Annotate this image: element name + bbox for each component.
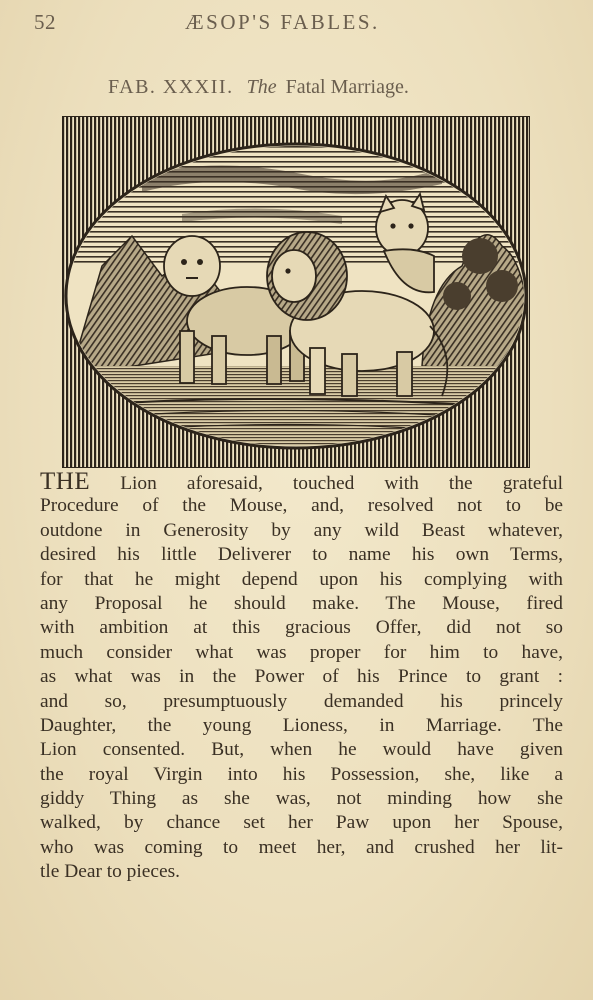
fable-title-article: The — [246, 76, 277, 98]
fable-number: FAB. XXXII. — [108, 76, 234, 98]
fable-heading — [108, 76, 409, 99]
body-line-3: outdone in Generosity by any wild Beast whatever, — [40, 519, 563, 541]
body-line-16: who was coming to meet her, and crushed her lit- — [40, 836, 563, 858]
running-title: ÆSOP'S FABLES. — [185, 10, 380, 34]
body-line-15: walked, by chance set her Paw upon her Spouse, — [40, 812, 563, 834]
fable-title: Fatal Marriage. — [285, 76, 409, 98]
body-line-8: much consider what was proper for him to have, — [40, 641, 563, 663]
woodcut-engraving — [62, 116, 530, 468]
body-line-1 — [40, 470, 563, 494]
body-line-11: Daughter, the young Lioness, in Marriage. The — [40, 714, 563, 736]
page-number: 52 — [34, 10, 56, 34]
fable-body — [40, 470, 563, 885]
body-line-14: giddy Thing as she was, not minding how she — [40, 788, 563, 810]
body-line-5: for that he might depend upon his complying with — [40, 568, 563, 590]
woodcut-illustration — [62, 116, 530, 468]
body-line-17: tle Dear to pieces. — [40, 861, 180, 883]
body-line-7: with ambition at this gracious Offer, did not so — [40, 617, 563, 639]
body-line-10: and so, presumptuously demanded his princely — [40, 690, 563, 712]
running-head — [0, 6, 593, 36]
body-line-12: Lion consented. But, when he would have given — [40, 739, 563, 761]
body-line-4: desired his little Deliverer to name his own Terms, — [40, 544, 563, 566]
body-line-2: Procedure of the Mouse, and, resolved not to be — [40, 495, 563, 517]
body-line-13: the royal Virgin into his Possession, she, like a — [40, 763, 563, 785]
opening-word: THE — [40, 468, 91, 495]
body-line-9: as what was in the Power of his Prince to grant : — [40, 666, 563, 688]
body-line-text: Lion aforesaid, touched with the grateful — [90, 473, 563, 494]
body-line-6: any Proposal he should make. The Mouse, fired — [40, 592, 563, 614]
